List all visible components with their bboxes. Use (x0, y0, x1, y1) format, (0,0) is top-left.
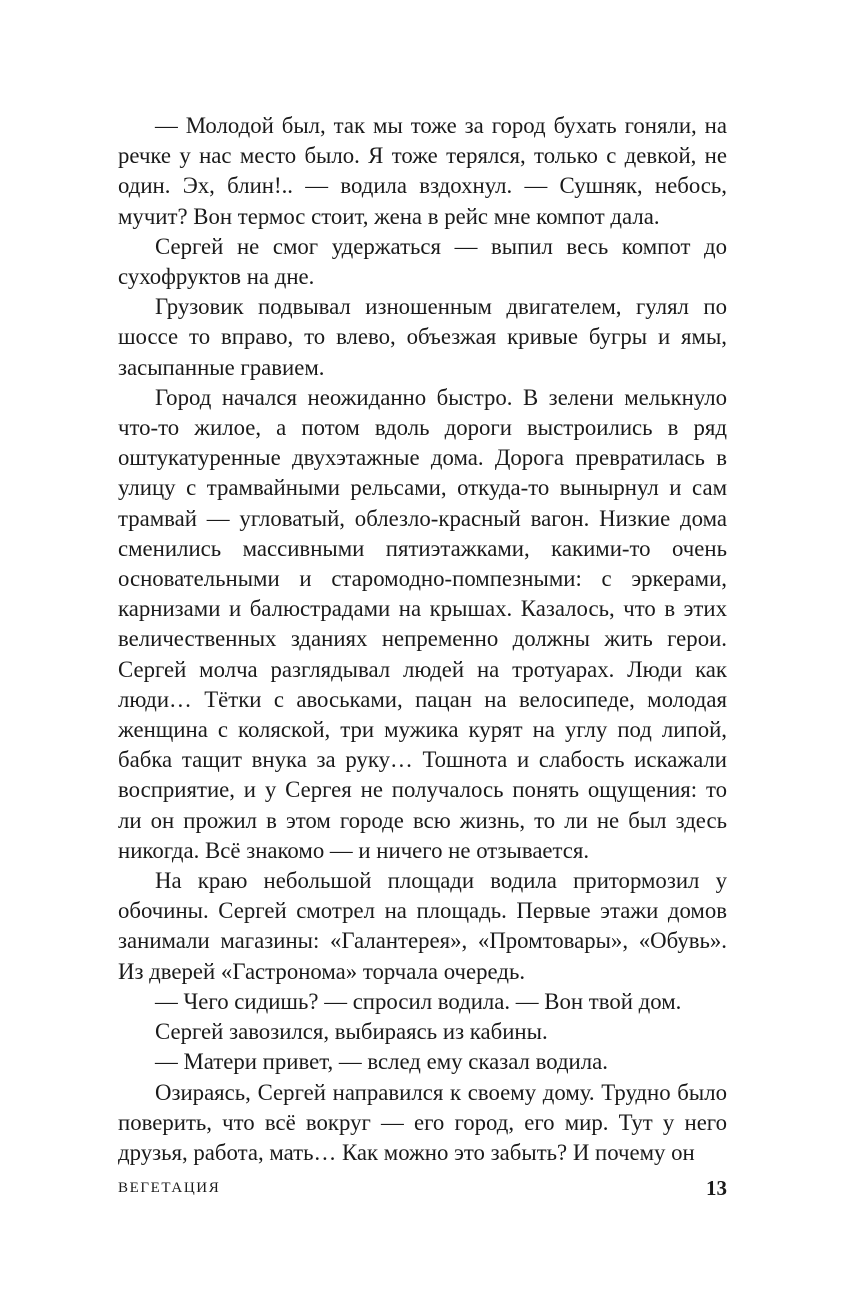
paragraph: Озираясь, Сергей направился к своему дому. Трудно было поверить, что всё вокруг — его город, его мир. Тут у него друзья, работа, мать… Как можно это забыть? И почему он (118, 1079, 727, 1165)
body-text (118, 111, 727, 1168)
page-footer (118, 1176, 727, 1206)
running-title: ВЕГЕТАЦИЯ (118, 1180, 221, 1196)
paragraph: Сергей не смог удержаться — выпил весь компот до сухофруктов на дне. (118, 233, 727, 290)
paragraph: Грузовик подвывал изношенным двигателем, гулял по шоссе то вправо, то влево, объезжая кривые бугры и ямы, засыпанные гравием. (118, 294, 727, 380)
paragraph: Сергей завозился, выбираясь из кабины. (155, 1019, 548, 1045)
paragraph: — Молодой был, так мы тоже за город бухать гоняли, на речке у нас место было. Я тоже терялся, только с девкой, не один. Эх, блин!.. — водила вздохнул. — Сушняк, небось, мучит? Вон термос стоит, жена в рейс мне компот дала. (118, 113, 727, 229)
paragraph: — Матери привет, — вслед ему сказал водила. (155, 1049, 608, 1075)
page-number: 13 (706, 1176, 727, 1200)
paragraph: — Чего сидишь? — спросил водила. — Вон твой дом. (155, 988, 682, 1014)
paragraph: На краю небольшой площади водила притормозил у обочины. Сергей смотрел на площадь. Первые этажи домов занимали магазины: «Галантерея», «Промтовары», «Обувь». Из дверей «Гастронома» торчала очередь. (118, 868, 727, 984)
paragraph: Город начался неожиданно быстро. В зелени мелькнуло что-то жилое, а потом вдоль дороги выстроились в ряд оштукатуренные двухэтажные дома. Дорога превратилась в улицу с трамвайными рельсами, откуда-то вынырнул и сам трамвай — угловатый, облезло-красный вагон. Низкие дома сменились массивными пятиэтажками, какими-то очень основательными и старомодно-помпезными: с эркерами, карнизами и балюстрадами на крышах. Казалось, что в этих величественных зданиях непременно должны жить герои. Сергей молча разглядывал людей на тротуарах. Люди как люди… Тётки с авоськами, пацан на велосипеде, молодая женщина с коляской, три мужика курят на углу под липой, бабка тащит внука за руку… Тошнота и слабость искажали восприятие, и у Сергея не получалось понять ощущения: то ли он прожил в этом городе всю жизнь, то ли не был здесь никогда. Всё знакомо — и ничего не отзывается. (118, 384, 727, 863)
